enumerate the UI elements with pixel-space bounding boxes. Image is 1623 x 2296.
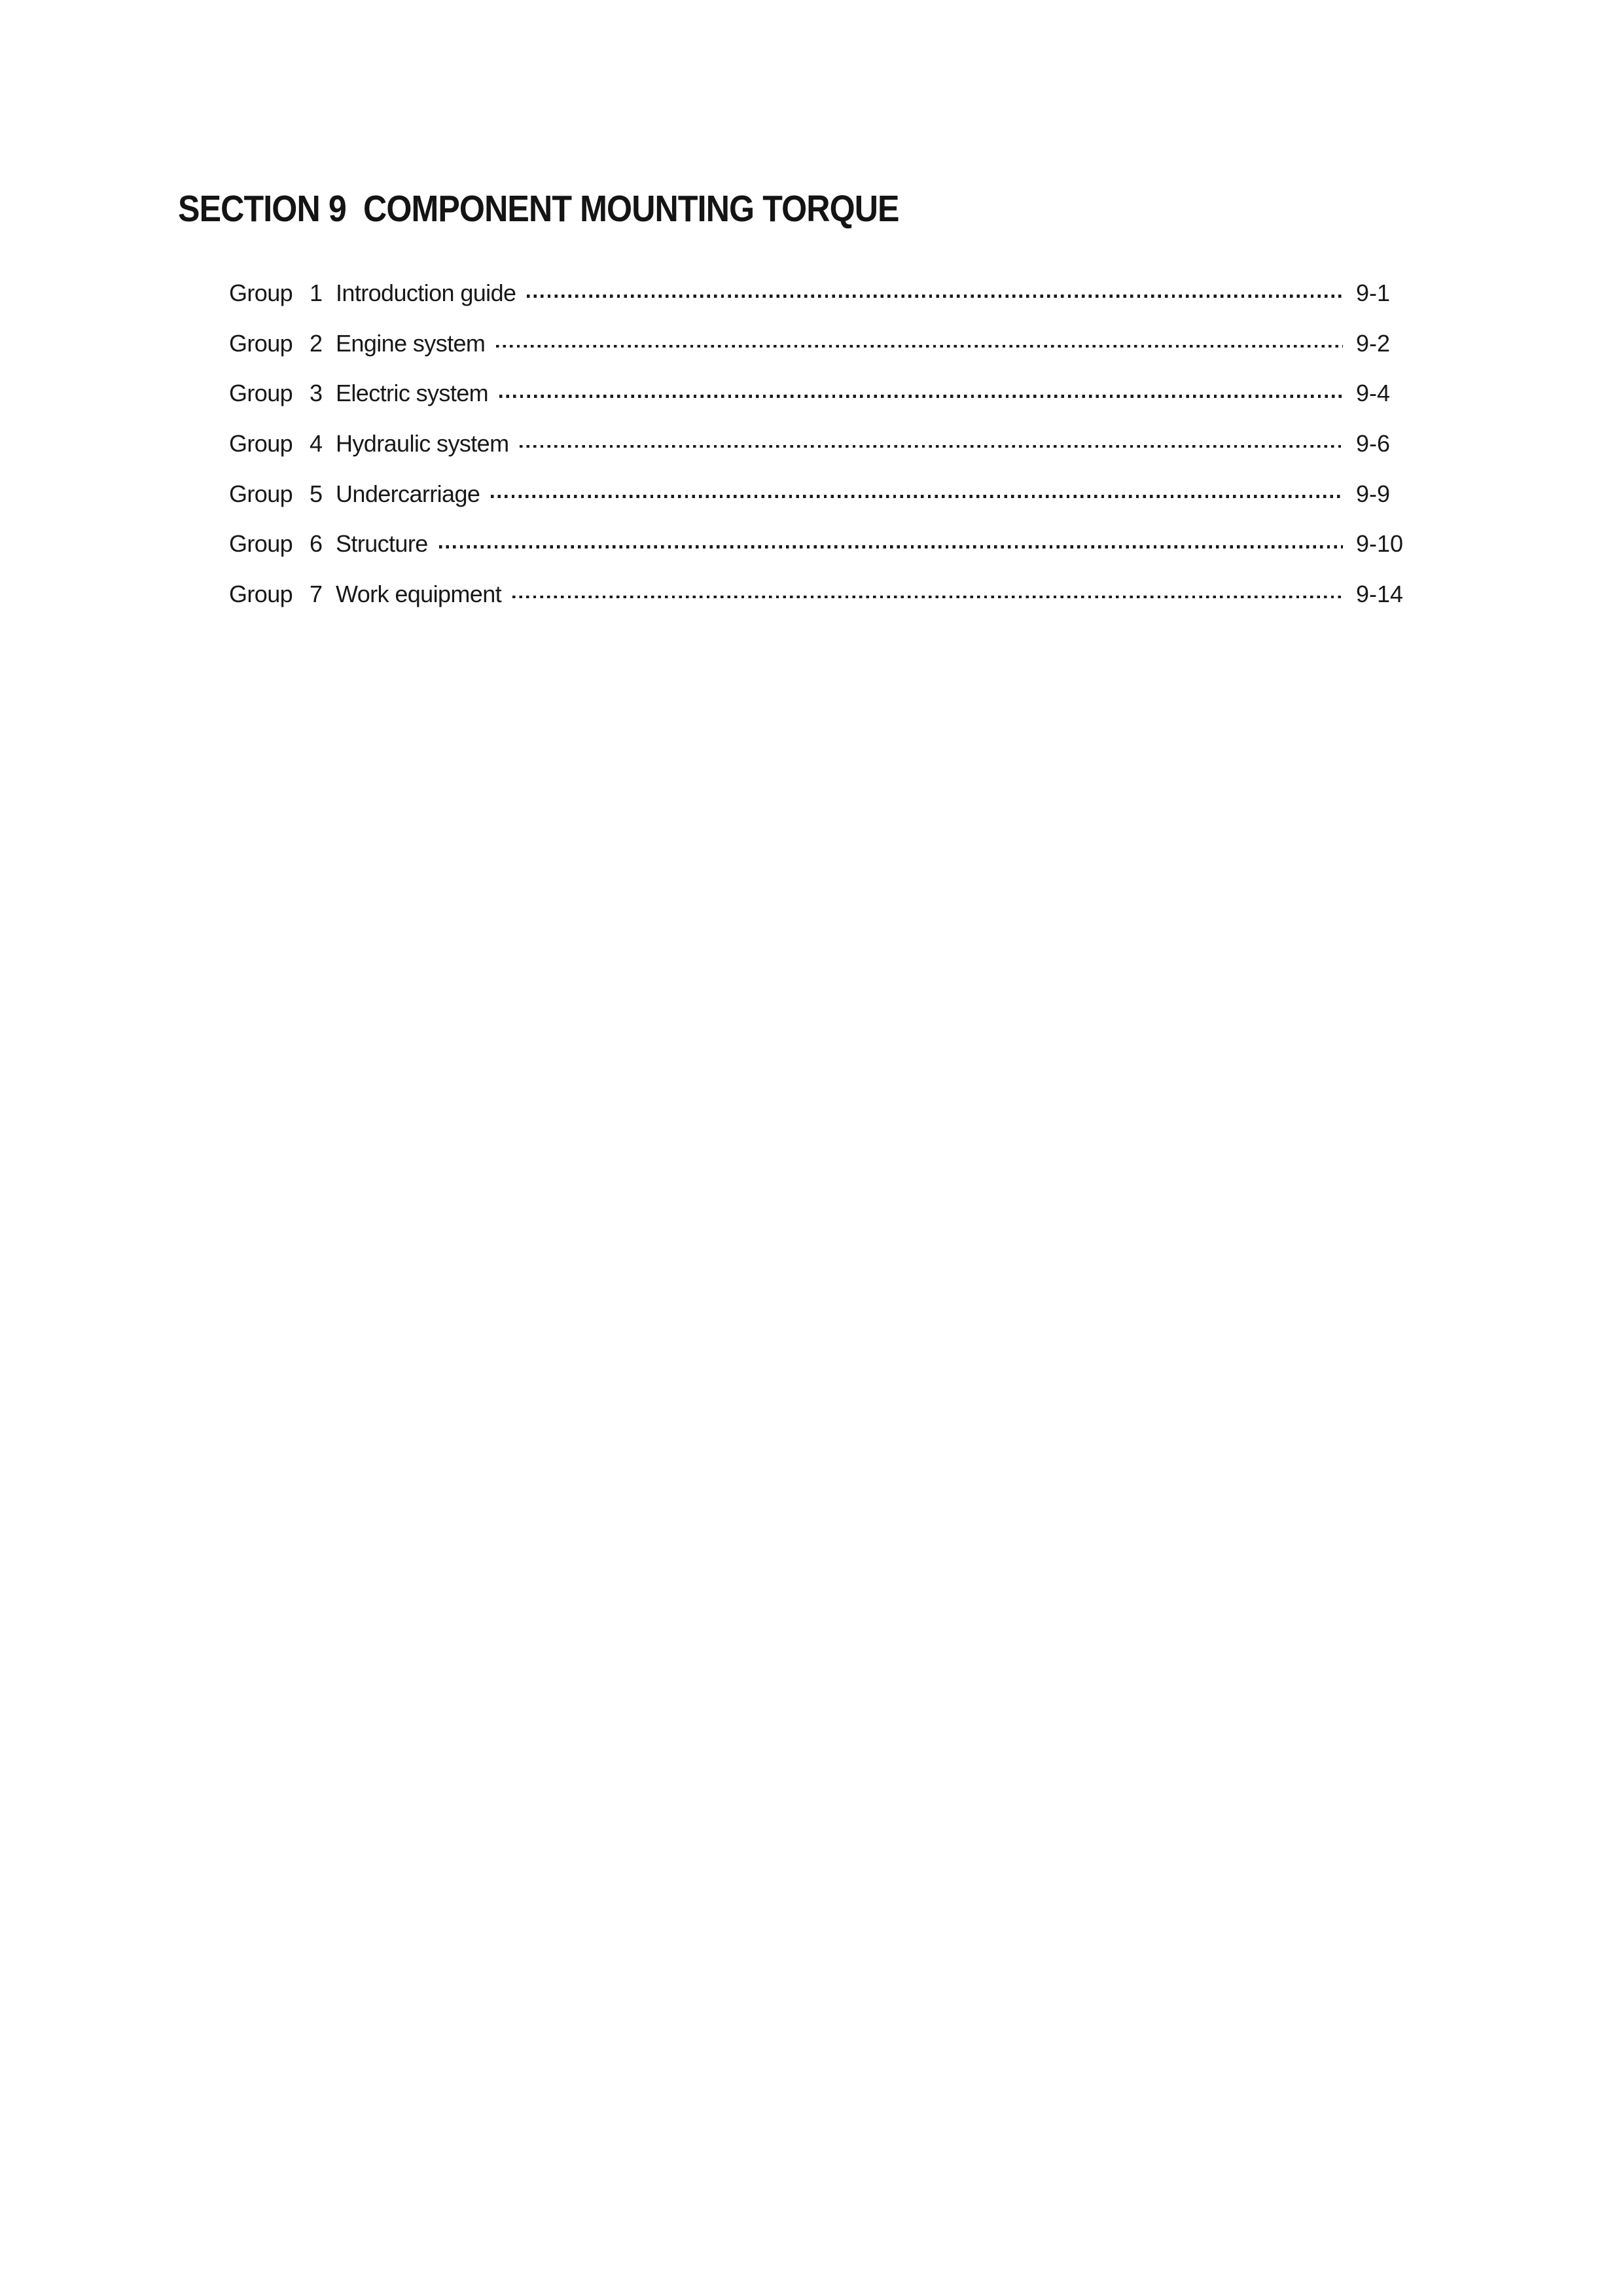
toc-entry[interactable] (229, 419, 1421, 469)
group-number: 7 (310, 580, 323, 607)
group-word: Group (229, 329, 293, 357)
toc-entry[interactable] (229, 319, 1421, 369)
group-number: 6 (310, 530, 323, 558)
entry-title: Introduction guide (336, 279, 516, 307)
entry-title: Work equipment (336, 580, 502, 607)
dot-leader (527, 295, 1343, 298)
toc-entry[interactable] (229, 368, 1421, 419)
group-word: Group (229, 380, 293, 407)
group-number: 3 (310, 380, 323, 407)
group-number: 4 (310, 430, 323, 457)
entry-title: Electric system (336, 380, 489, 407)
group-number: 1 (310, 279, 323, 307)
dot-leader (499, 395, 1343, 398)
dot-leader (491, 495, 1343, 498)
page-number: 9-6 (1356, 430, 1391, 457)
page-number: 9-14 (1356, 580, 1404, 607)
page-number: 9-4 (1356, 380, 1391, 407)
group-word: Group (229, 430, 293, 457)
group-number: 5 (310, 480, 323, 507)
group-word: Group (229, 580, 293, 607)
dot-leader (512, 596, 1343, 599)
toc-entry[interactable] (229, 469, 1421, 519)
group-word: Group (229, 530, 293, 558)
page-title-text: SECTION 9 COMPONENT MOUNTING TORQUE (178, 188, 899, 230)
entry-title: Engine system (336, 329, 486, 357)
dot-leader (520, 445, 1343, 448)
dot-leader (439, 545, 1343, 548)
toc-entry[interactable] (229, 268, 1421, 319)
group-number: 2 (310, 329, 323, 357)
page-title (0, 0, 1623, 228)
group-word: Group (229, 279, 293, 307)
entry-title: Structure (336, 530, 428, 558)
page-number: 9-10 (1356, 530, 1404, 558)
toc-entry[interactable] (229, 569, 1421, 620)
group-word: Group (229, 480, 293, 507)
toc-list (229, 268, 1421, 619)
page-number: 9-1 (1356, 279, 1391, 307)
dot-leader (496, 345, 1343, 348)
entry-title: Undercarriage (336, 480, 480, 507)
toc-entry[interactable] (229, 519, 1421, 569)
entry-title: Hydraulic system (336, 430, 509, 457)
page-number: 9-9 (1356, 480, 1391, 507)
page-number: 9-2 (1356, 329, 1391, 357)
